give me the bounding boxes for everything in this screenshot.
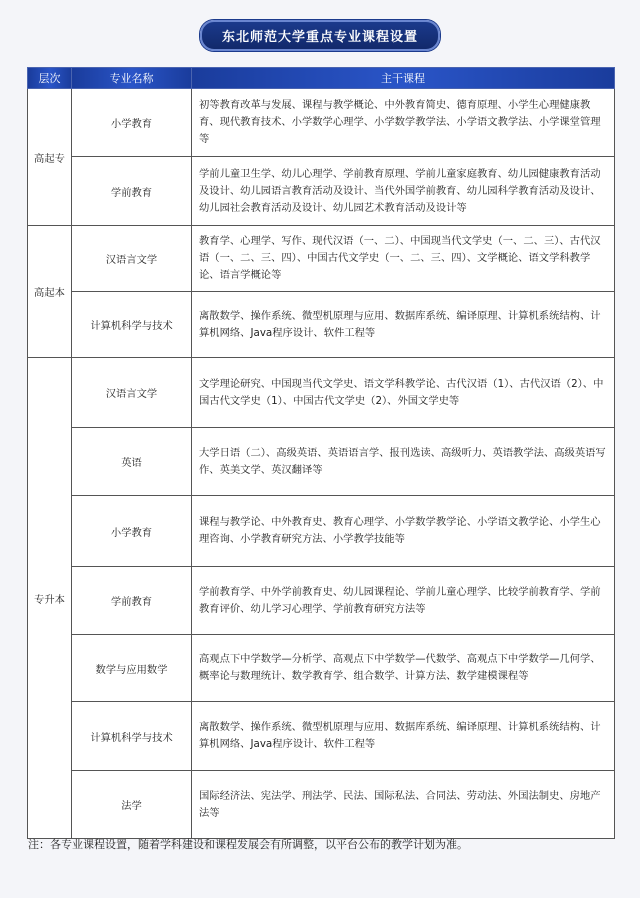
major-cell: 汉语言文学	[72, 226, 192, 292]
table-row	[28, 226, 615, 292]
table-row	[28, 428, 615, 496]
courses-cell: 高观点下中学数学—分析学、高观点下中学数学—代数学、高观点下中学数学—几何学、概率论与数理统计、数学教育学、组合数学、计算方法、数学建模课程等	[192, 635, 615, 702]
table-row	[28, 292, 615, 358]
header-courses: 主干课程	[192, 68, 615, 89]
level-cell: 高起专	[28, 89, 72, 226]
table-row	[28, 157, 615, 226]
table-row	[28, 567, 615, 635]
major-cell: 英语	[72, 428, 192, 496]
header-major: 专业名称	[72, 68, 192, 89]
courses-cell: 离散数学、操作系统、微型机原理与应用、数据库系统、编译原理、计算机系统结构、计算机网络、Java程序设计、软件工程等	[192, 292, 615, 358]
courses-cell: 课程与教学论、中外教育史、教育心理学、小学数学教学论、小学语文教学论、小学生心理咨询、小学教育研究方法、小学教学技能等	[192, 496, 615, 567]
major-cell: 数学与应用数学	[72, 635, 192, 702]
table-row	[28, 496, 615, 567]
major-cell: 计算机科学与技术	[72, 702, 192, 771]
major-cell: 小学教育	[72, 496, 192, 567]
footnote: 注：各专业课程设置，随着学科建设和课程发展会有所调整，以平台公布的教学计划为准。	[28, 838, 468, 851]
courses-cell: 大学日语（二）、高级英语、英语语言学、报刊选读、高级听力、英语教学法、高级英语写作、英美文学、英汉翻译等	[192, 428, 615, 496]
level-cell: 高起本	[28, 226, 72, 358]
major-cell: 计算机科学与技术	[72, 292, 192, 358]
table-row	[28, 771, 615, 839]
major-cell: 学前教育	[72, 157, 192, 226]
major-cell: 法学	[72, 771, 192, 839]
courses-cell: 国际经济法、宪法学、刑法学、民法、国际私法、合同法、劳动法、外国法制史、房地产法等	[192, 771, 615, 839]
level-cell: 专升本	[28, 358, 72, 839]
courses-cell: 学前教育学、中外学前教育史、幼儿园课程论、学前儿童心理学、比较学前教育学、学前教育评价、幼儿学习心理学、学前教育研究方法等	[192, 567, 615, 635]
major-cell: 汉语言文学	[72, 358, 192, 428]
courses-cell: 学前儿童卫生学、幼儿心理学、学前教育原理、学前儿童家庭教育、幼儿园健康教育活动及设计、幼儿园语言教育活动及设计、当代外国学前教育、幼儿园科学教育活动及设计、幼儿园社会教育活动及设计、幼儿园艺术教育活动及设计等	[192, 157, 615, 226]
course-table	[27, 67, 615, 839]
major-cell: 学前教育	[72, 567, 192, 635]
table-row	[28, 358, 615, 428]
header-level: 层次	[28, 68, 72, 89]
table-header-row	[28, 68, 615, 89]
courses-cell: 离散数学、操作系统、微型机原理与应用、数据库系统、编译原理、计算机系统结构、计算机网络、Java程序设计、软件工程等	[192, 702, 615, 771]
courses-cell: 文学理论研究、中国现当代文学史、语文学科教学论、古代汉语（1）、古代汉语（2）、中国古代文学史（1）、中国古代文学史（2）、外国文学史等	[192, 358, 615, 428]
table-row	[28, 89, 615, 157]
title-wrapper	[0, 20, 640, 51]
table-row	[28, 635, 615, 702]
table-row	[28, 702, 615, 771]
page-title: 东北师范大学重点专业课程设置	[200, 20, 440, 51]
major-cell: 小学教育	[72, 89, 192, 157]
courses-cell: 教育学、心理学、写作、现代汉语（一、二）、中国现当代文学史（一、二、三）、古代汉语（一、二、三、四）、中国古代文学史（一、二、三、四）、文学概论、语文学科教学论、语言学概论等	[192, 226, 615, 292]
courses-cell: 初等教育改革与发展、课程与教学概论、中外教育简史、德育原理、小学生心理健康教育、现代教育技术、小学数学心理学、小学数学教学法、小学语文教学法、小学课堂管理等	[192, 89, 615, 157]
